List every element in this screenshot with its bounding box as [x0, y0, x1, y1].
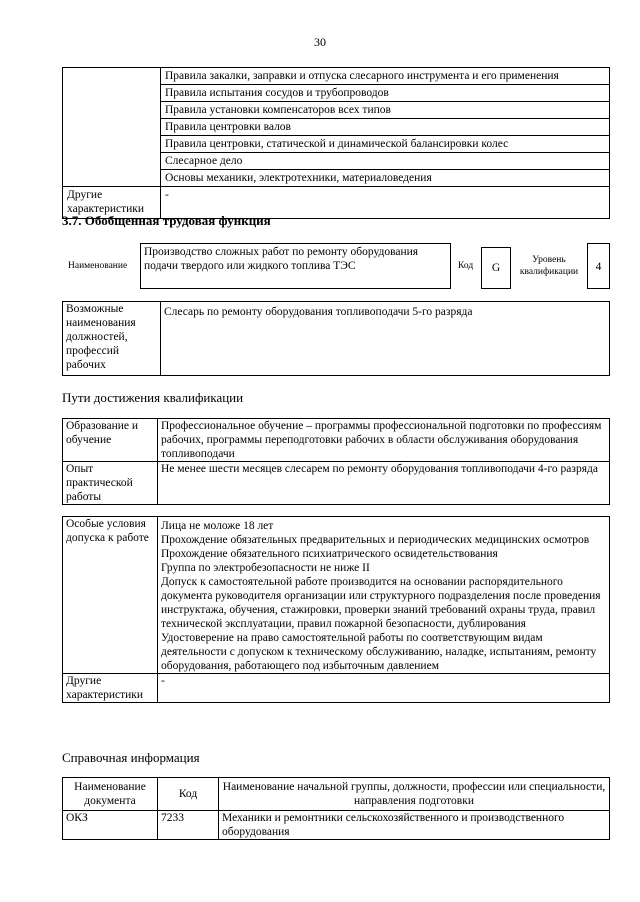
other-characteristics-value: - [158, 674, 610, 703]
education-value: Профессиональное обучение – программы профессиональной подготовки по профессиям рабочих, программы переподготовки рабочих в области обслуживания оборудования топливоподачи [158, 419, 610, 462]
special-conditions-table [62, 516, 610, 703]
column-header-document: Наименование документа [63, 778, 158, 811]
education-label: Образование и обучение [63, 419, 158, 462]
condition-line: Удостоверение на право самостоятельной работы по соответствующим видам деятельности с допуском к техническому обслуживанию, наладке, испытаниям, ремонту оборудования, работающего под избыточным давлением [161, 632, 597, 672]
special-conditions-label: Особые условия допуска к работе [63, 517, 158, 674]
empty-label-cell [63, 68, 161, 187]
condition-line: Прохождение обязательных предварительных и периодических медицинских осмотров [161, 534, 590, 546]
condition-line: Группа по электробезопасности не ниже II [161, 562, 370, 574]
knowledge-item: Правила центровки, статической и динамической балансировки колес [161, 136, 610, 153]
section-title: 3.7. Обобщенная трудовая функция [62, 213, 271, 228]
table-row [63, 674, 610, 703]
condition-line: Допуск к самостоятельной работе производится на основании распорядительного документа руководителя организации или структурного подразделения после проведения инструктажа, обучения, стажировки, проверки знаний требований охраны труда, правил технической эксплуатации, правил пожарной безопасности, дублирования [161, 576, 601, 630]
experience-label: Опыт практической работы [63, 462, 158, 505]
table-row [63, 68, 610, 85]
knowledge-item: Слесарное дело [161, 153, 610, 170]
table-header-row [63, 778, 610, 811]
function-name-box: Производство сложных работ по ремонту оборудования подачи твердого или жидкого топлива ТЭС [140, 243, 451, 289]
table-row [63, 302, 610, 376]
other-characteristics-value: - [161, 187, 610, 219]
education-table [62, 418, 610, 505]
level-label: Уровень квалификации [519, 255, 579, 277]
code-box: G [481, 247, 511, 289]
reference-title: Справочная информация [62, 750, 200, 765]
positions-label: Возможные наименования должностей, профессий рабочих [63, 302, 161, 376]
knowledge-item: Основы механики, электротехники, материаловедения [161, 170, 610, 187]
knowledge-item: Правила закалки, заправки и отпуска слесарного инструмента и его применения [161, 68, 610, 85]
other-characteristics-label: Другие характеристики [63, 187, 161, 219]
cell-group: Механики и ремонтники сельскохозяйственного и производственного оборудования [219, 811, 610, 840]
name-label: Наименование [68, 261, 128, 271]
cell-document: ОКЗ [63, 811, 158, 840]
knowledge-table [62, 67, 610, 219]
reference-table [62, 777, 610, 840]
code-label: Код [458, 261, 474, 271]
page-number: 30 [314, 35, 326, 49]
table-row [63, 462, 610, 505]
cell-code: 7233 [158, 811, 219, 840]
positions-value: Слесарь по ремонту оборудования топливоподачи 5-го разряда [161, 302, 610, 376]
column-header-group: Наименование начальной группы, должности, профессии или специальности, направления подготовки [219, 778, 610, 811]
level-box: 4 [587, 243, 610, 289]
condition-line: Лица не моложе 18 лет [161, 520, 274, 532]
paths-title: Пути достижения квалификации [62, 390, 244, 405]
table-row [63, 419, 610, 462]
positions-table [62, 301, 610, 376]
knowledge-item: Правила установки компенсаторов всех типов [161, 102, 610, 119]
table-row [63, 517, 610, 674]
column-header-code: Код [158, 778, 219, 811]
condition-line: Прохождение обязательного психиатрического освидетельствования [161, 548, 498, 560]
other-characteristics-label: Другие характеристики [63, 674, 158, 703]
knowledge-item: Правила центровки валов [161, 119, 610, 136]
table-row [63, 811, 610, 840]
knowledge-item: Правила испытания сосудов и трубопроводов [161, 85, 610, 102]
experience-value: Не менее шести месяцев слесарем по ремонту оборудования топливоподачи 4-го разряда [158, 462, 610, 505]
